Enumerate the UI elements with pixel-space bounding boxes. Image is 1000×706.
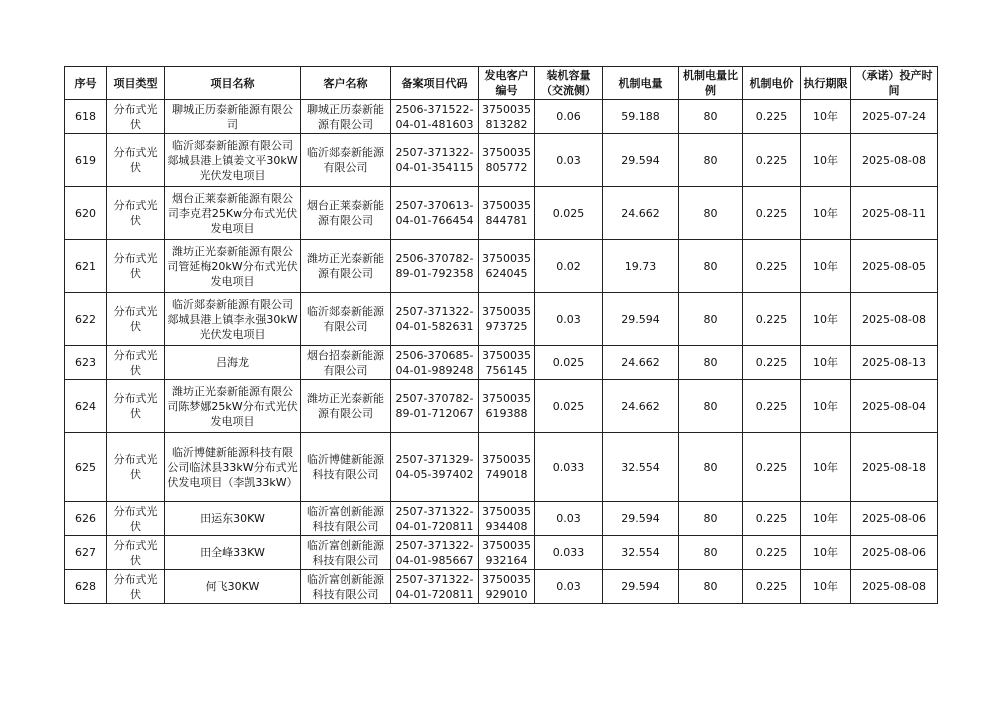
cell-capacity: 0.025 [535,380,603,433]
cell-price: 0.225 [743,134,801,187]
cell-type: 分布式光伏 [107,134,165,187]
cell-no: 628 [65,570,107,604]
cell-customer-no: 3750035932164 [479,536,535,570]
cell-term: 10年 [801,187,851,240]
cell-price: 0.225 [743,433,801,502]
cell-project: 田运东30KW [165,502,301,536]
cell-term: 10年 [801,293,851,346]
cell-no: 621 [65,240,107,293]
cell-ratio: 80 [679,187,743,240]
cell-no: 623 [65,346,107,380]
cell-energy: 29.594 [603,134,679,187]
header-energy: 机制电量 [603,67,679,100]
cell-capacity: 0.033 [535,433,603,502]
cell-ratio: 80 [679,536,743,570]
table-row [65,346,938,380]
cell-code: 2507-370782-89-01-712067 [391,380,479,433]
header-ratio: 机制电量比例 [679,67,743,100]
cell-type: 分布式光伏 [107,293,165,346]
cell-code: 2507-371329-04-05-397402 [391,433,479,502]
cell-customer-no: 3750035929010 [479,570,535,604]
table-row [65,380,938,433]
cell-customer: 聊城正历泰新能源有限公司 [301,100,391,134]
cell-project: 吕海龙 [165,346,301,380]
cell-project: 烟台正莱泰新能源有限公司李克君25Kw分布式光伏发电项目 [165,187,301,240]
cell-project: 田全峰33KW [165,536,301,570]
cell-code: 2506-370782-89-01-792358 [391,240,479,293]
cell-code: 2507-371322-04-01-582631 [391,293,479,346]
cell-type: 分布式光伏 [107,536,165,570]
header-term: 执行期限 [801,67,851,100]
cell-date: 2025-08-06 [851,502,938,536]
cell-date: 2025-08-05 [851,240,938,293]
cell-date: 2025-08-13 [851,346,938,380]
cell-ratio: 80 [679,240,743,293]
cell-term: 10年 [801,240,851,293]
cell-no: 626 [65,502,107,536]
cell-price: 0.225 [743,380,801,433]
cell-type: 分布式光伏 [107,187,165,240]
cell-capacity: 0.025 [535,346,603,380]
cell-energy: 24.662 [603,346,679,380]
header-price: 机制电价 [743,67,801,100]
cell-energy: 59.188 [603,100,679,134]
cell-code: 2506-370685-04-01-989248 [391,346,479,380]
header-no: 序号 [65,67,107,100]
cell-ratio: 80 [679,570,743,604]
cell-capacity: 0.025 [535,187,603,240]
cell-ratio: 80 [679,293,743,346]
cell-term: 10年 [801,570,851,604]
cell-capacity: 0.03 [535,134,603,187]
cell-date: 2025-08-08 [851,293,938,346]
cell-ratio: 80 [679,346,743,380]
cell-customer: 潍坊正光泰新能源有限公司 [301,240,391,293]
cell-price: 0.225 [743,570,801,604]
cell-customer-no: 3750035749018 [479,433,535,502]
table-body [65,100,938,604]
cell-energy: 19.73 [603,240,679,293]
cell-type: 分布式光伏 [107,100,165,134]
cell-code: 2507-371322-04-01-985667 [391,536,479,570]
cell-price: 0.225 [743,502,801,536]
cell-customer-no: 3750035619388 [479,380,535,433]
cell-type: 分布式光伏 [107,346,165,380]
cell-date: 2025-08-08 [851,134,938,187]
cell-type: 分布式光伏 [107,502,165,536]
cell-date: 2025-08-11 [851,187,938,240]
cell-customer: 临沂博健新能源科技有限公司 [301,433,391,502]
cell-date: 2025-07-24 [851,100,938,134]
cell-type: 分布式光伏 [107,433,165,502]
cell-no: 618 [65,100,107,134]
cell-project: 潍坊正光泰新能源有限公司管延梅20kW分布式光伏发电项目 [165,240,301,293]
cell-project: 潍坊正光泰新能源有限公司陈梦娜25kW分布式光伏发电项目 [165,380,301,433]
cell-no: 625 [65,433,107,502]
header-customer: 客户名称 [301,67,391,100]
table-row [65,134,938,187]
cell-capacity: 0.02 [535,240,603,293]
cell-term: 10年 [801,433,851,502]
table-row [65,100,938,134]
cell-capacity: 0.06 [535,100,603,134]
cell-no: 627 [65,536,107,570]
cell-customer-no: 3750035813282 [479,100,535,134]
cell-project: 临沂郯泰新能源有限公司郯城县港上镇李永强30kW光伏发电项目 [165,293,301,346]
cell-customer: 临沂郯泰新能源有限公司 [301,134,391,187]
table-row [65,240,938,293]
cell-code: 2507-371322-04-01-720811 [391,570,479,604]
cell-customer: 临沂富创新能源科技有限公司 [301,502,391,536]
cell-no: 622 [65,293,107,346]
cell-customer: 潍坊正光泰新能源有限公司 [301,380,391,433]
cell-energy: 24.662 [603,380,679,433]
cell-energy: 29.594 [603,293,679,346]
cell-capacity: 0.03 [535,502,603,536]
cell-date: 2025-08-18 [851,433,938,502]
cell-no: 619 [65,134,107,187]
cell-date: 2025-08-06 [851,536,938,570]
cell-price: 0.225 [743,240,801,293]
header-type: 项目类型 [107,67,165,100]
cell-code: 2506-371522-04-01-481603 [391,100,479,134]
cell-no: 620 [65,187,107,240]
cell-customer-no: 3750035973725 [479,293,535,346]
cell-term: 10年 [801,346,851,380]
cell-energy: 24.662 [603,187,679,240]
header-date: （承诺）投产时间 [851,67,938,100]
cell-type: 分布式光伏 [107,380,165,433]
cell-ratio: 80 [679,380,743,433]
cell-capacity: 0.033 [535,536,603,570]
cell-term: 10年 [801,100,851,134]
cell-project: 聊城正历泰新能源有限公司 [165,100,301,134]
cell-term: 10年 [801,536,851,570]
cell-type: 分布式光伏 [107,570,165,604]
header-capacity: 装机容量（交流侧） [535,67,603,100]
cell-energy: 29.594 [603,502,679,536]
cell-project: 临沂博健新能源科技有限公司临沭县33kW分布式光伏发电项目（李凯33kW） [165,433,301,502]
header-project: 项目名称 [165,67,301,100]
table-row [65,433,938,502]
cell-price: 0.225 [743,187,801,240]
cell-customer: 临沂郯泰新能源有限公司 [301,293,391,346]
table-row [65,570,938,604]
cell-energy: 32.554 [603,433,679,502]
cell-term: 10年 [801,380,851,433]
cell-project: 临沂郯泰新能源有限公司郯城县港上镇姜文平30kW光伏发电项目 [165,134,301,187]
cell-date: 2025-08-08 [851,570,938,604]
cell-ratio: 80 [679,502,743,536]
cell-customer: 临沂富创新能源科技有限公司 [301,536,391,570]
cell-ratio: 80 [679,433,743,502]
cell-customer-no: 3750035805772 [479,134,535,187]
header-customer-no: 发电客户编号 [479,67,535,100]
cell-code: 2507-371322-04-01-720811 [391,502,479,536]
cell-ratio: 80 [679,100,743,134]
table-row [65,187,938,240]
cell-term: 10年 [801,502,851,536]
cell-project: 何飞30KW [165,570,301,604]
cell-type: 分布式光伏 [107,240,165,293]
cell-customer-no: 3750035624045 [479,240,535,293]
table-row [65,536,938,570]
table-header-row [65,67,938,100]
cell-customer: 烟台正莱泰新能源有限公司 [301,187,391,240]
cell-customer-no: 3750035844781 [479,187,535,240]
cell-price: 0.225 [743,293,801,346]
cell-customer-no: 3750035934408 [479,502,535,536]
cell-customer-no: 3750035756145 [479,346,535,380]
table-row [65,502,938,536]
cell-no: 624 [65,380,107,433]
header-code: 备案项目代码 [391,67,479,100]
cell-price: 0.225 [743,100,801,134]
cell-customer: 临沂富创新能源科技有限公司 [301,570,391,604]
cell-code: 2507-370613-04-01-766454 [391,187,479,240]
cell-energy: 29.594 [603,570,679,604]
cell-date: 2025-08-04 [851,380,938,433]
cell-price: 0.225 [743,346,801,380]
cell-capacity: 0.03 [535,570,603,604]
cell-capacity: 0.03 [535,293,603,346]
cell-ratio: 80 [679,134,743,187]
cell-code: 2507-371322-04-01-354115 [391,134,479,187]
cell-customer: 烟台招泰新能源有限公司 [301,346,391,380]
cell-term: 10年 [801,134,851,187]
table-row [65,293,938,346]
cell-price: 0.225 [743,536,801,570]
cell-energy: 32.554 [603,536,679,570]
project-table [64,66,938,604]
